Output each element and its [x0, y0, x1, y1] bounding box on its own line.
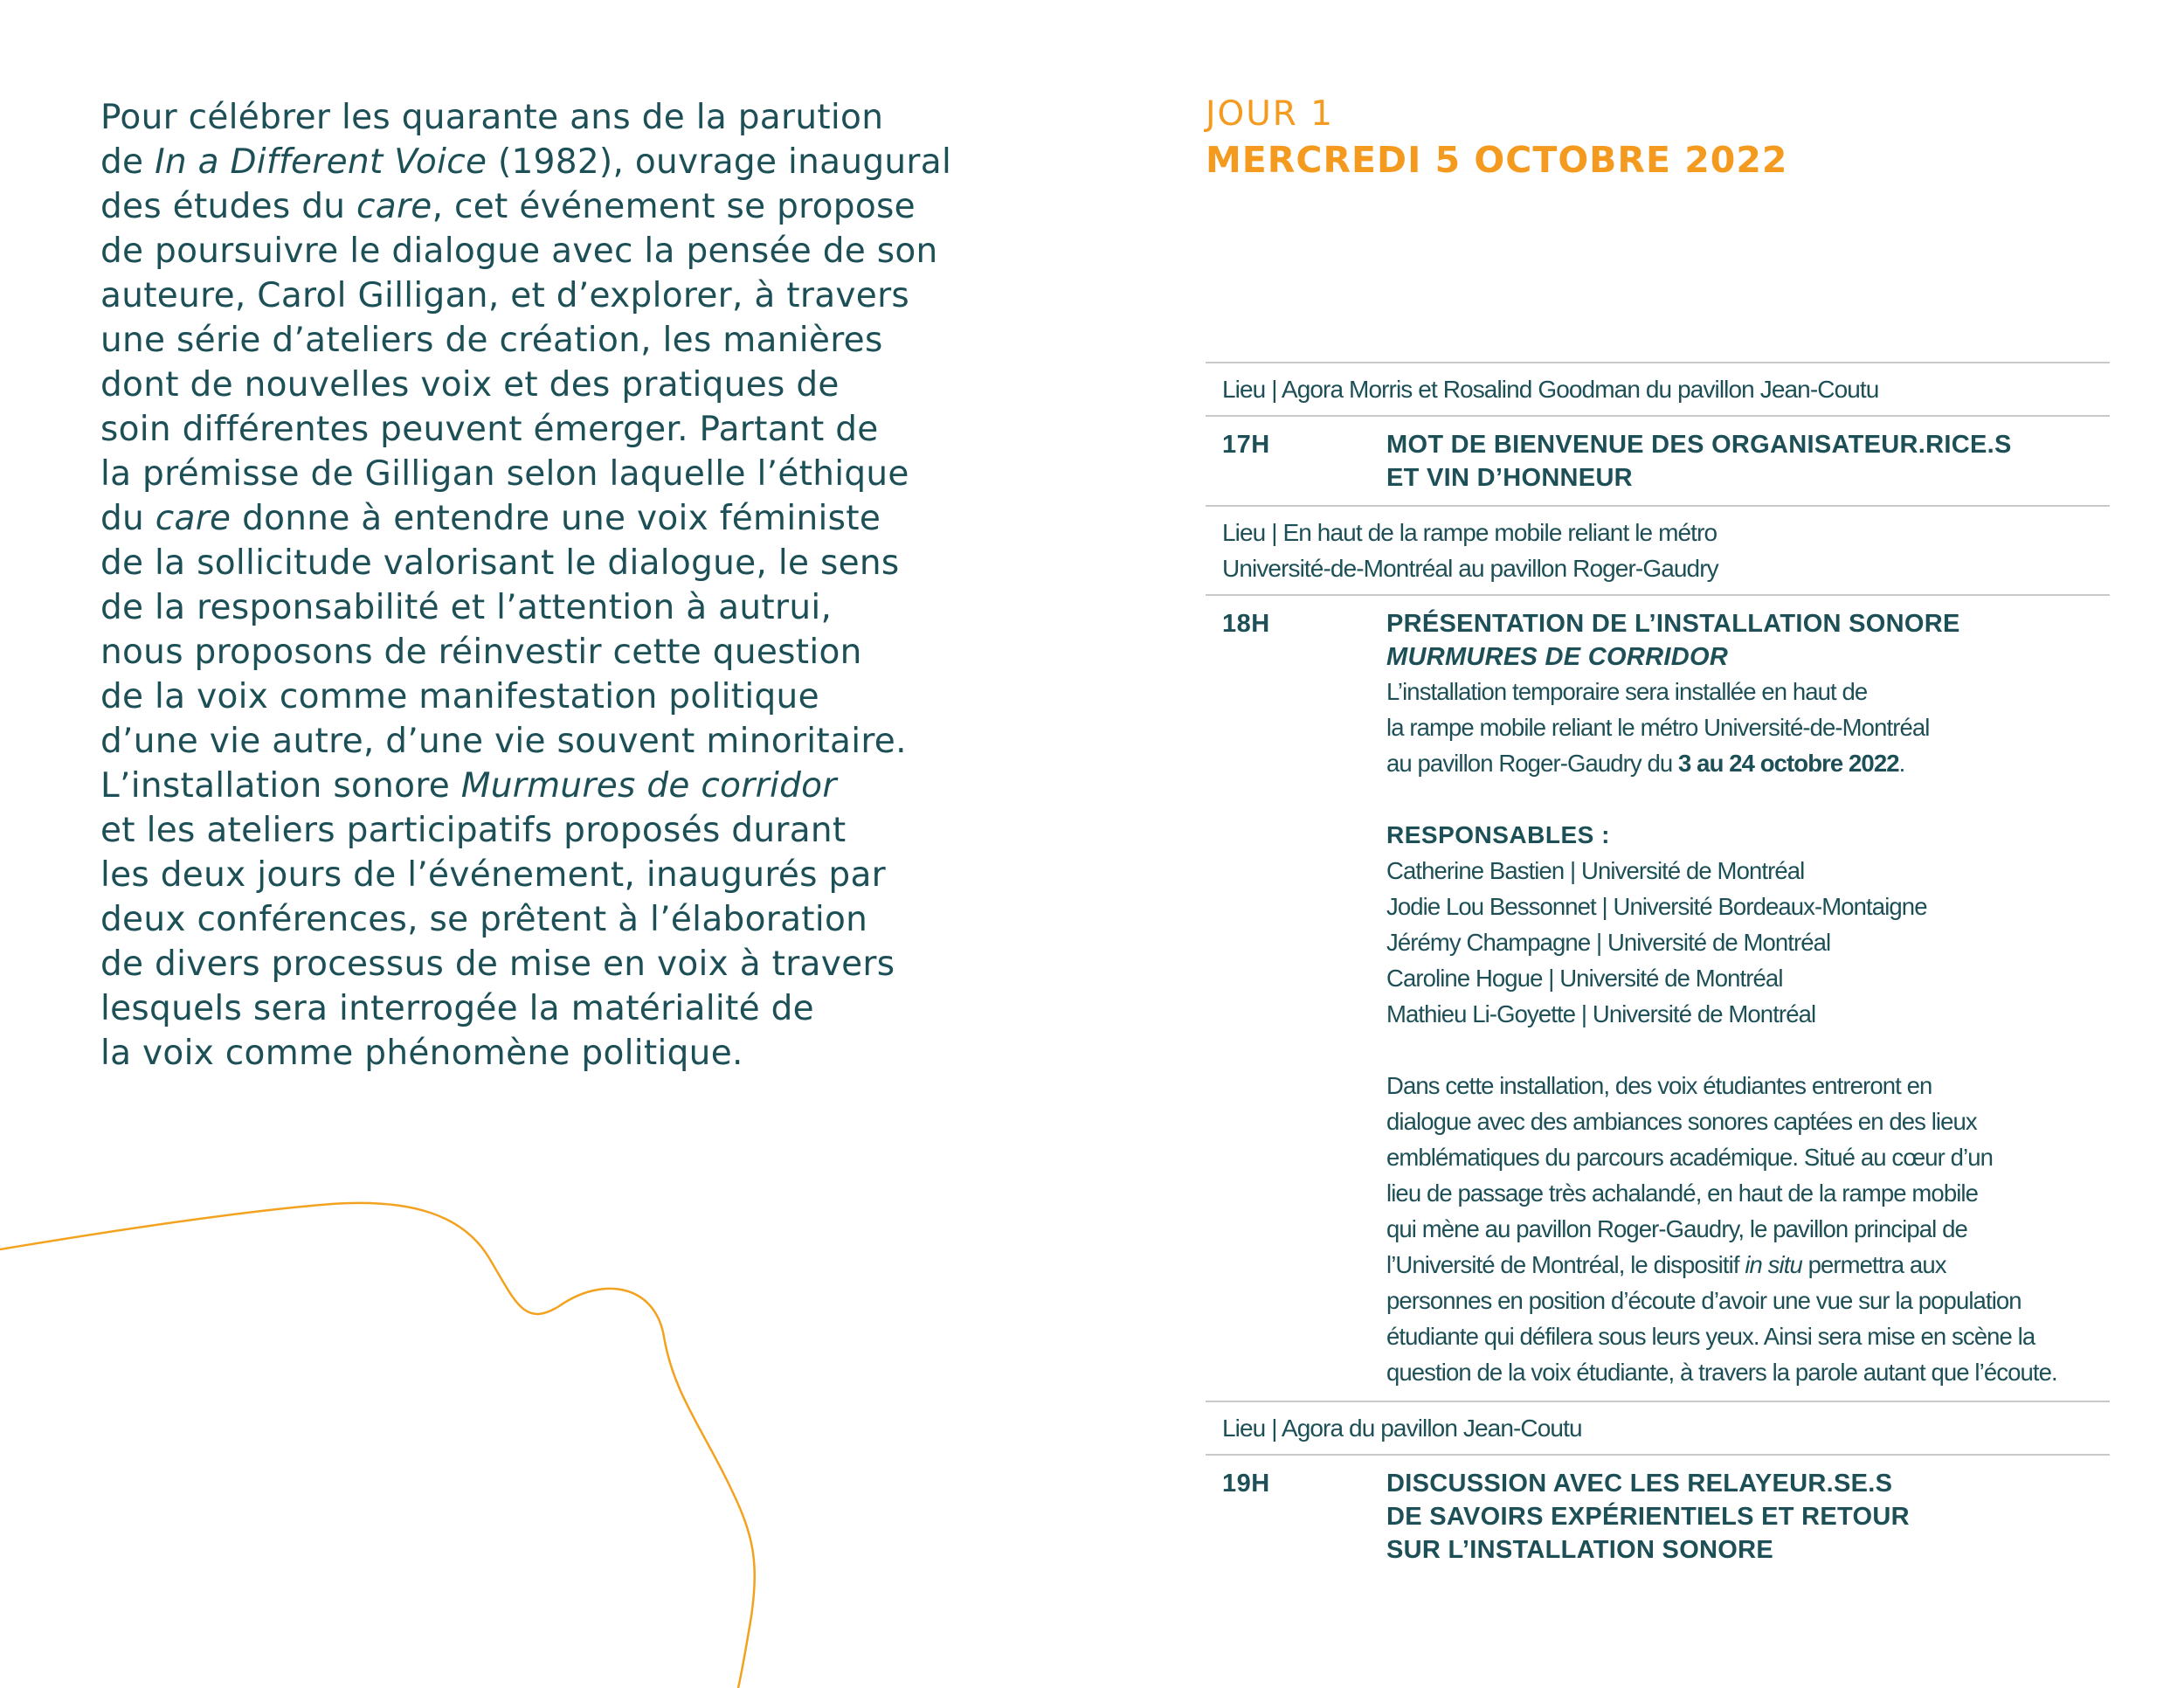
responsable-item: Jérémy Champagne | Université de Montréal — [1386, 929, 1831, 956]
day-date: MERCREDI 5 OCTOBRE 2022 — [1206, 139, 1788, 181]
intro-line: des études du care, cet événement se propose — [100, 187, 916, 226]
intro-line: deux conférences, se prêtent à l’élaboration — [100, 900, 868, 939]
event-18h — [1206, 596, 2110, 1401]
installation-title: Murmures de corridor — [460, 766, 837, 806]
event-description: L’installation temporaire sera installée en haut de la rampe mobile reliant le métro Université-de-Montréal au pavillon Roger-Gaudry du 3 au 24 octobre 2022. RESPONSABLES : Catherine Bastien | Université de Montréal Jodie Lou Bessonnet | Université Bordeaux-Montaigne Jérémy Champagne | Université de Montréal Caroline Hogue | Université de Montréal Mathieu Li-Goyette | Université de Montréal Dans cette installation, des voix étudiantes entreront en dialogue avec des ambiances sonores captées en des lieux emblématiques du parcours académique. Situé au cœur d’un lieu de passage très achalandé, en haut de la rampe mobile qui mène au pavillon Roger-Gaudry, le pavillon principal de l’Université de Montréal, le dispositif in situ permettra aux personnes en position d’écoute d’avoir une vue sur la population étudiante qui défilera sous leurs yeux. Ainsi sera mise en scène la question de la voix étudiante, à travers la parole autant que l’écoute. — [1386, 674, 2110, 1390]
day-label: JOUR 1 — [1206, 94, 1335, 134]
responsable-item: Catherine Bastien | Université de Montréal — [1386, 857, 1805, 884]
lieu-venue: Lieu | Agora Morris et Rosalind Goodman du pavillon Jean-Coutu — [1222, 376, 1879, 403]
intro-line: et les ateliers participatifs proposés durant — [100, 811, 847, 850]
event-title: MOT DE BIENVENUE DES ORGANISATEUR.RICE.S ET VIN D’HONNEUR — [1386, 431, 2012, 492]
installation-dates: 3 au 24 octobre 2022 — [1678, 750, 1899, 777]
intro-line: la prémisse de Gilligan selon laquelle l’éthique — [100, 454, 909, 494]
responsables-heading: RESPONSABLES : — [1386, 821, 1610, 848]
event-title: PRÉSENTATION DE L’INSTALLATION SONORE MURMURES DE CORRIDOR — [1386, 610, 1960, 671]
intro-line: de la voix comme manifestation politique — [100, 677, 819, 716]
intro-text — [100, 95, 1044, 1076]
intro-line: de In a Different Voice (1982), ouvrage inaugural — [100, 142, 952, 182]
event-time: 18H — [1222, 610, 1270, 638]
event-time: 19H — [1222, 1470, 1270, 1498]
intro-line: dont de nouvelles voix et des pratiques de — [100, 365, 840, 405]
intro-line: auteure, Carol Gilligan, et d’explorer, à travers — [100, 276, 910, 315]
lieu-venue: Lieu | Agora du pavillon Jean-Coutu — [1222, 1415, 1582, 1442]
care-word: care — [155, 499, 232, 538]
responsable-item: Jodie Lou Bessonnet | Université Bordeaux-Montaigne — [1386, 893, 1927, 920]
responsable-item: Caroline Hogue | Université de Montréal — [1386, 965, 1783, 992]
intro-line: d’une vie autre, d’une vie souvent minoritaire. — [100, 722, 907, 761]
event-time: 17H — [1222, 431, 1270, 459]
intro-line: de la responsabilité et l’attention à autrui, — [100, 588, 833, 627]
intro-line: nous proposons de réinvestir cette question — [100, 633, 862, 672]
in-situ: in situ — [1745, 1251, 1802, 1278]
schedule — [1206, 362, 2110, 1577]
responsable-item: Mathieu Li-Goyette | Université de Montréal — [1386, 1000, 1816, 1027]
intro-line: de poursuivre le dialogue avec la pensée de son — [100, 232, 938, 271]
intro-line: soin différentes peuvent émerger. Partant de — [100, 410, 879, 449]
intro-line: L’installation sonore Murmures de corridor — [100, 766, 837, 806]
lieu-venue: Lieu | En haut de la rampe mobile reliant le métro Université-de-Montréal au pavillon Roger-Gaudry — [1222, 519, 1718, 582]
intro-line: la voix comme phénomène politique. — [100, 1034, 743, 1073]
event-19h — [1206, 1456, 2110, 1577]
intro-line: de divers processus de mise en voix à travers — [100, 944, 895, 984]
intro-line: une série d’ateliers de création, les manières — [100, 321, 883, 360]
care-word: care — [356, 187, 432, 226]
intro-line: du care donne à entendre une voix féministe — [100, 499, 881, 538]
intro-line: Pour célébrer les quarante ans de la parution — [100, 98, 884, 137]
event-17h — [1206, 417, 2110, 505]
intro-line: de la sollicitude valorisant le dialogue, le sens — [100, 543, 900, 583]
event-title: DISCUSSION AVEC LES RELAYEUR.SE.S DE SAVOIRS EXPÉRIENTIELS ET RETOUR SUR L’INSTALLATION SONORE — [1386, 1470, 1910, 1564]
book-title: In a Different Voice — [155, 142, 487, 182]
intro-line: lesquels sera interrogée la matérialité de — [100, 989, 814, 1028]
intro-line: les deux jours de l’événement, inaugurés par — [100, 855, 887, 895]
